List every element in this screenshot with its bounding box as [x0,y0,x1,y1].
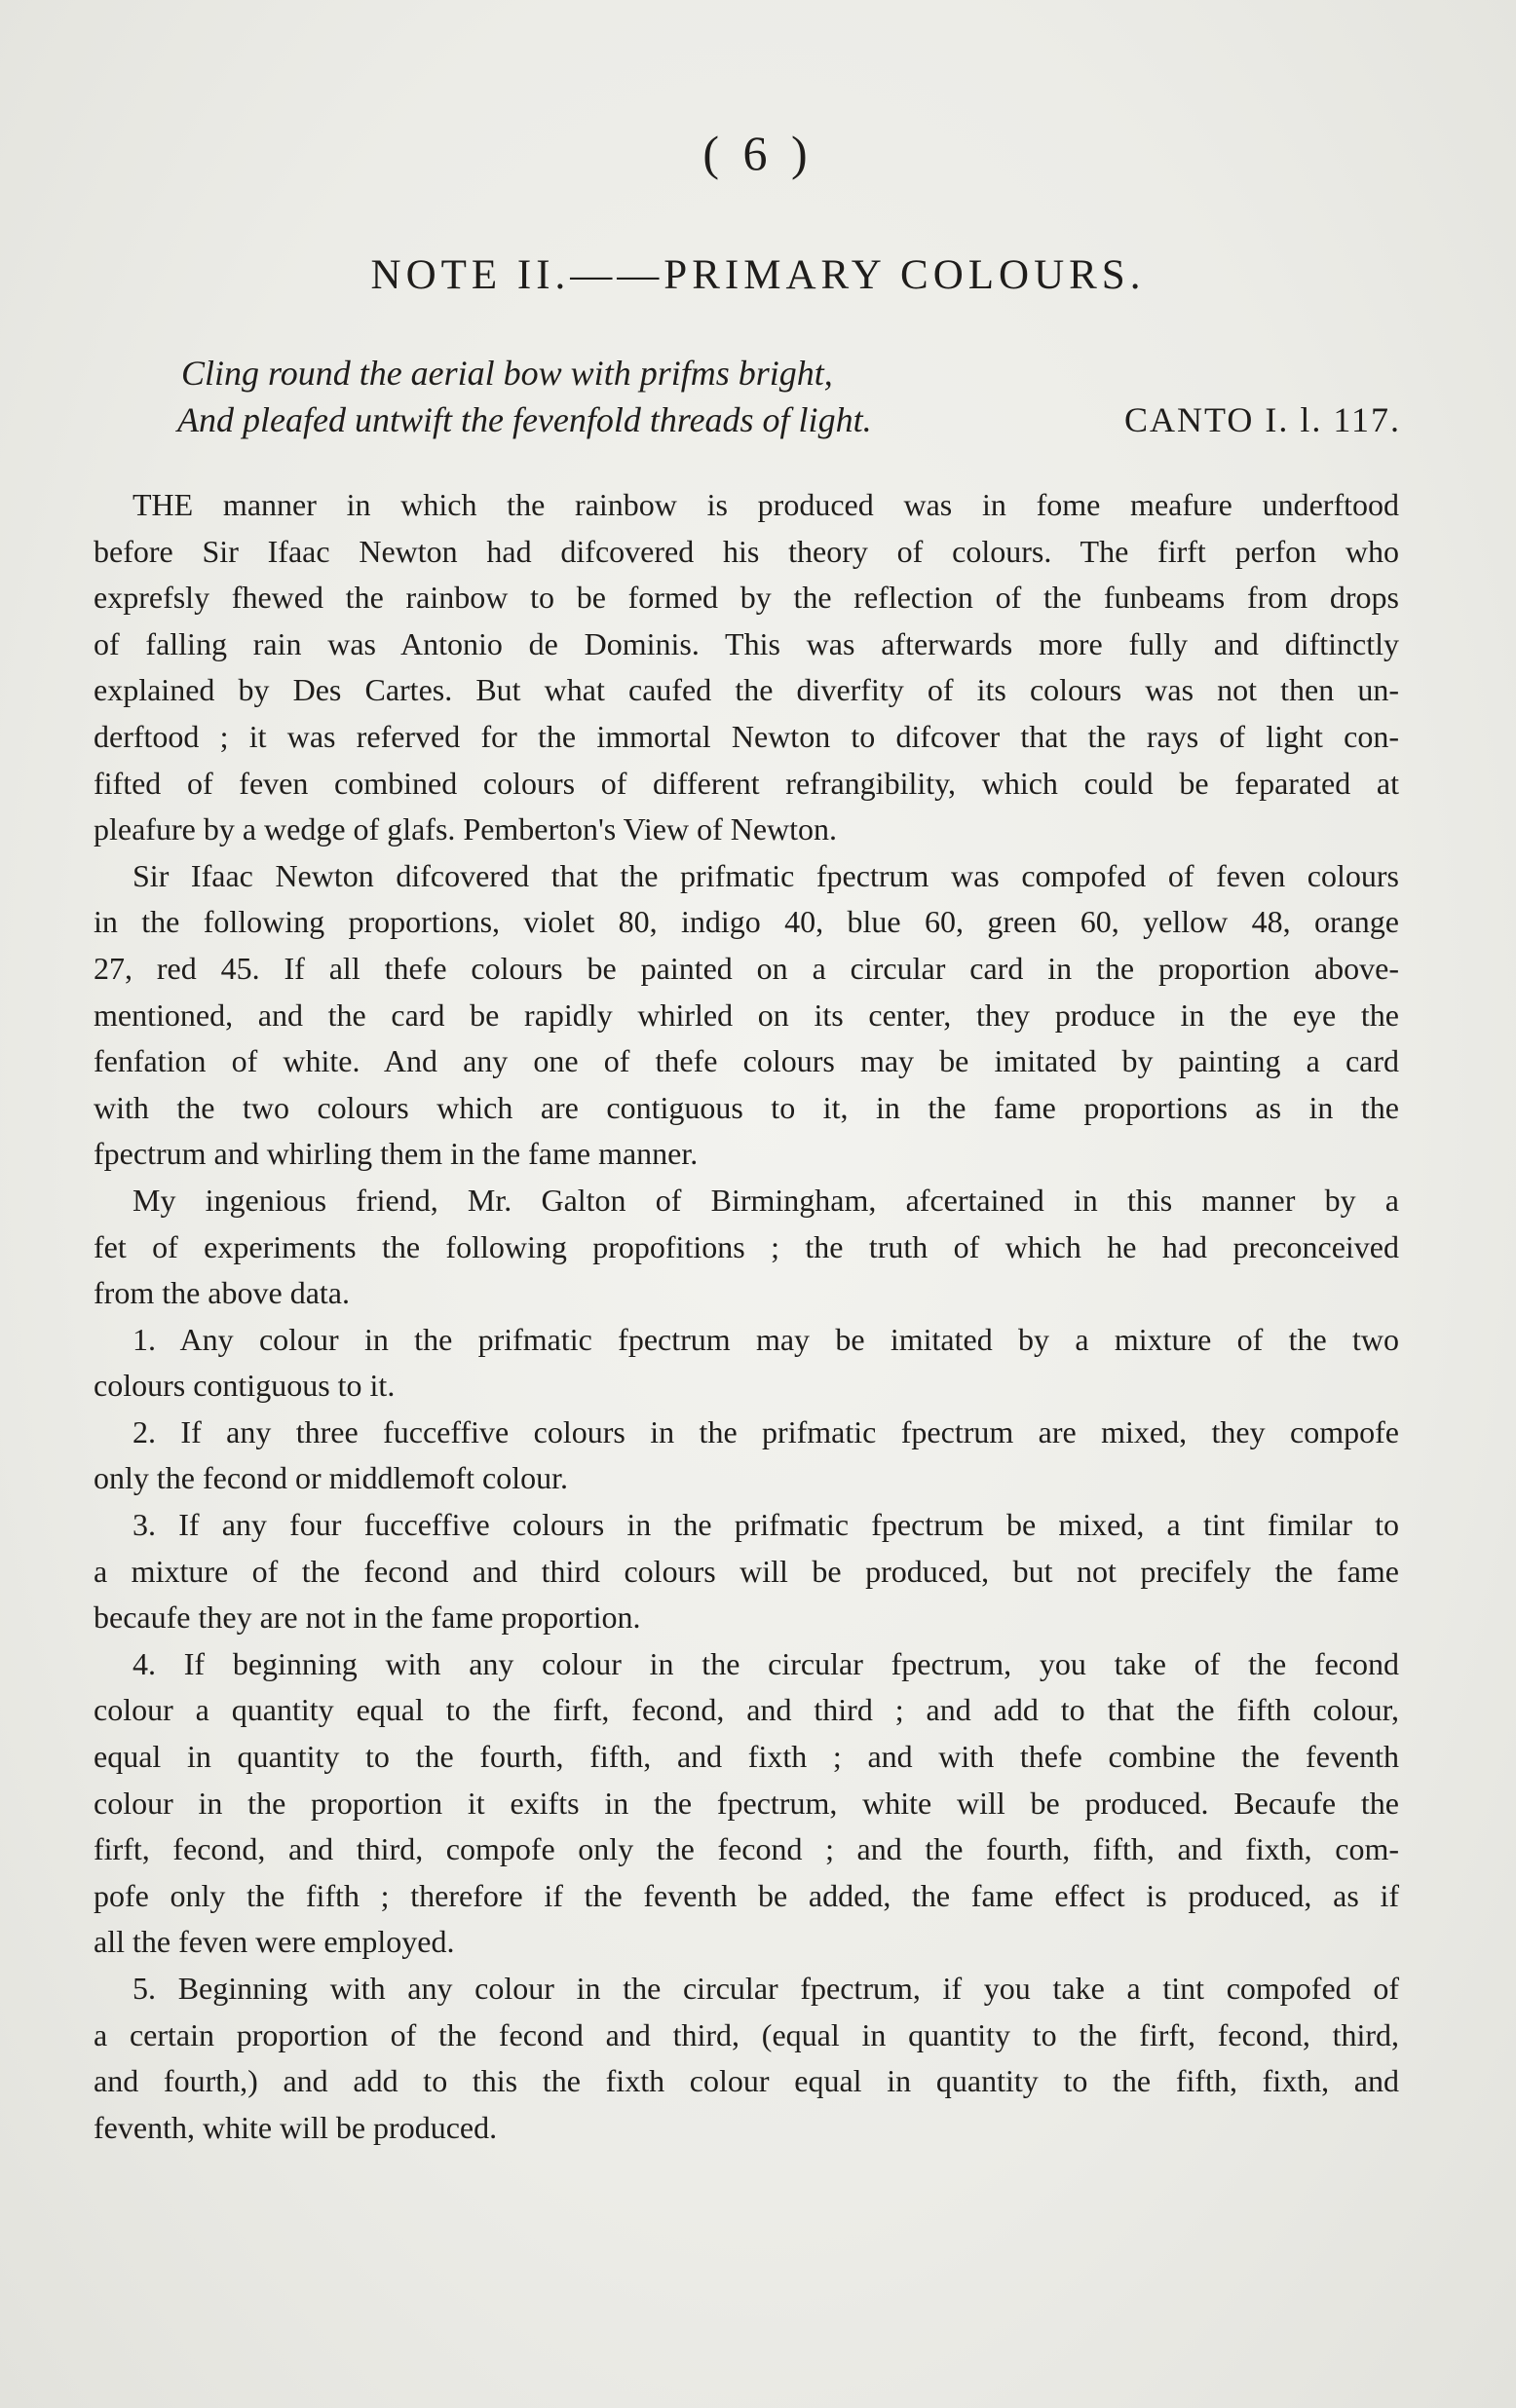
text-line: fpectrum and whirling them in the fame manner. [94,1136,699,1172]
text-line: 3. If any four fucceffive colours in the prifmatic fpectrum be mixed, a tint fimilar to [133,1507,1399,1543]
text-line: 4. If beginning with any colour in the circular fpectrum, you take of the fecond [133,1645,1399,1681]
text-line: Sir Ifaac Newton difcovered that the prifmatic fpectrum was compofed of feven colours [133,857,1399,893]
text-line: pofe only the fifth ; therefore if the feventh be added, the fame effect is produced, as if [94,1877,1399,1913]
text-line: 2. If any three fucceffive colours in the prifmatic fpectrum are mixed, they compofe [133,1413,1399,1449]
text-line: of falling rain was Antonio de Dominis. This was afterwards more fully and diftinctly [94,625,1399,661]
text-line: 27, red 45. If all thefe colours be painted on a circular card in the proportion above- [94,950,1399,986]
text-line: a certain proportion of the fecond and third, (equal in quantity to the firft, fecond, third, [94,2016,1399,2052]
text-line: explained by Des Cartes. But what caufed the diverfity of its colours was not then un- [94,672,1399,708]
text-line: and fourth,) and add to this the fixth colour equal in quantity to the fifth, fixth, and [94,2063,1399,2099]
text-line: fenfation of white. And any one of thefe colours may be imitated by painting a card [94,1043,1399,1079]
text-line: firft, fecond, and third, compofe only the fecond ; and the fourth, fifth, and fixth, com- [94,1831,1399,1867]
text-line: 5. Beginning with any colour in the circular fpectrum, if you take a tint compofed of [133,1971,1399,2006]
text-line: pleafure by a wedge of glafs. Pemberton's View of Newton. [94,811,838,847]
text-line: only the fecond or middlemoft colour. [94,1460,568,1496]
text-line: mentioned, and the card be rapidly whirled on its center, they produce in the eye the [94,997,1399,1033]
text-line: colours contiguous to it. [94,1368,396,1404]
motto-line-1: Cling round the aerial bow with prifms bright, [181,354,833,393]
page-number: ( 6 ) [702,126,814,180]
text-line: a mixture of the fecond and third colours will be produced, but not precifely the fame [94,1553,1399,1589]
text-line: 1. Any colour in the prifmatic fpectrum may be imitated by a mixture of the two [133,1321,1399,1357]
text-line: all the feven were employed. [94,1924,455,1960]
text-line: THE manner in which the rainbow is produced was in fome meafure underftood [133,487,1399,522]
text-line: in the following proportions, violet 80, indigo 40, blue 60, green 60, yellow 48, orange [94,904,1399,940]
text-line: fifted of feven combined colours of different refrangibility, which could be feparated at [94,765,1399,801]
text-line: exprefsly fhewed the rainbow to be formed by the reflection of the funbeams from drops [94,580,1399,616]
text-line: becaufe they are not in the fame proportion. [94,1599,641,1636]
text-line: colour in the proportion it exifts in the fpectrum, white will be produced. Becaufe the [94,1785,1399,1821]
text-line: My ingenious friend, Mr. Galton of Birmingham, afcertained in this manner by a [133,1182,1399,1218]
canto-citation: CANTO I. l. 117. [1124,400,1401,439]
note-body-text [94,482,1399,2151]
text-line: with the two colours which are contiguous to it, in the fame proportions as in the [94,1089,1399,1125]
text-line: from the above data. [94,1275,350,1311]
motto-line-2: And pleafed untwift the fevenfold threads of light. [177,400,872,439]
text-line: equal in quantity to the fourth, fifth, and fixth ; and with thefe combine the feventh [94,1739,1399,1775]
text-line: feventh, white will be produced. [94,2109,498,2145]
text-line: colour a quantity equal to the firft, fecond, and third ; and add to that the fifth colour, [94,1692,1399,1728]
text-line: fet of experiments the following propofitions ; the truth of which he had preconceived [94,1228,1399,1264]
text-line: derftood ; it was referved for the immortal Newton to difcover that the rays of light con- [94,718,1399,754]
text-line: before Sir Ifaac Newton had difcovered his theory of colours. The firft perfon who [94,533,1399,569]
note-heading: NOTE II.——PRIMARY COLOURS. [370,252,1146,298]
